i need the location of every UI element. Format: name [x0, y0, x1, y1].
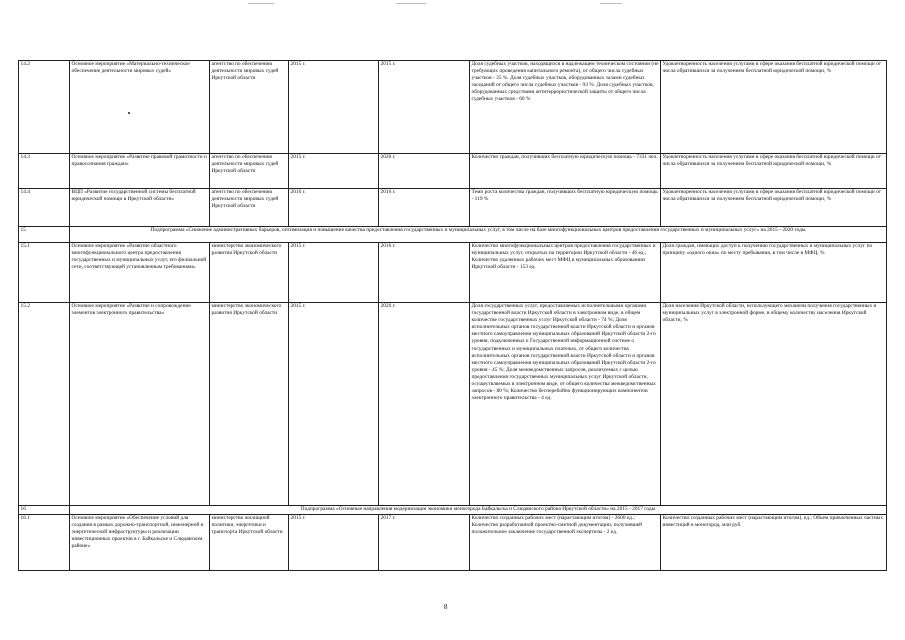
- measure-cell: Основное мероприятие «Материально-техническое обеспечение деятельности мировых судей»: [70, 61, 210, 154]
- measure-cell: Основное мероприятие «Развитие областного многофункционального центра предоставления государственных и муниципальных услуг, его филиальной сети, соответствующей установленным требованиям»: [70, 243, 210, 303]
- table-row: [19, 243, 887, 303]
- indicator-cell: Количество созданных рабочих мест (нарастающим итогом) - 2600 ед.; Количество разработанной проектно-сметной документации, получившей положительное заключение государственной экспертизы - 2 ед.: [470, 515, 661, 571]
- row-number: 14.3: [19, 154, 70, 189]
- measure-cell: Основное мероприятие «Развитие правовой грамотности и правосознания граждан»: [70, 154, 210, 189]
- table-row: [19, 515, 887, 571]
- executor-cell: министерство экономического развития Иркутской области: [210, 303, 289, 506]
- end-year-cell: 2020 г.: [379, 154, 470, 189]
- end-year-cell: 2017 г.: [379, 515, 470, 571]
- row-number: 16: [19, 506, 70, 515]
- end-year-cell: 2016 г.: [379, 189, 470, 227]
- scan-artifact: [248, 3, 274, 4]
- target-cell: Количество созданных рабочих мест (нарастающим итогом), ед.; Объем привлеченных частных инвестиций в моногород, млн руб.: [661, 515, 887, 571]
- table-row: [19, 189, 887, 227]
- indicator-cell: Количество многофункциональных центров предоставления государственных и муниципальных услуг, открытых на территории Иркутской области - 46 ед.; Количество удаленных рабочих мест МФЦ в муниципальных образованиях Иркутской области - 153 ед.: [470, 243, 661, 303]
- table-row: [19, 154, 887, 189]
- executor-cell: министерство экономического развития Иркутской области: [210, 243, 289, 303]
- executor-cell: агентство по обеспечению деятельности мировых судей Иркутской области: [210, 154, 289, 189]
- target-cell: Удовлетворенность населения услугами в сфере оказания бесплатной юридической помощи от числа обратившихся за получением бесплатной юридической помощи, %: [661, 61, 887, 154]
- target-cell: Доля граждан, имеющих доступ к получению государственных и муниципальных услуг по принципу «одного окна» по месту пребывания, в том числе в МФЦ, %: [661, 243, 887, 303]
- start-year-cell: 2015 г.: [289, 61, 379, 154]
- scan-artifact: [600, 3, 622, 4]
- executor-cell: агентство по обеспечению деятельности мировых судей Иркутской области: [210, 61, 289, 154]
- subprogram-row: [19, 506, 887, 515]
- start-year-cell: 2015 г.: [289, 515, 379, 571]
- start-year-cell: 2015 г.: [289, 154, 379, 189]
- start-year-cell: 2016 г.: [289, 189, 379, 227]
- scan-dot: [128, 112, 130, 114]
- page-number: 8: [444, 603, 448, 611]
- start-year-cell: 2015 г.: [289, 303, 379, 506]
- start-year-cell: 2015 г.: [289, 243, 379, 303]
- table-row: [19, 303, 887, 506]
- table-row: [19, 61, 887, 154]
- target-cell: Удовлетворенность населения услугами в сфере оказания бесплатной юридической помощи от числа обратившихся за получением бесплатной юридической помощи, %: [661, 154, 887, 189]
- end-year-cell: 2016 г.: [379, 243, 470, 303]
- scan-artifact: [396, 3, 426, 4]
- executor-cell: министерство жилищной политики, энергетики и транспорта Иркутской области: [210, 515, 289, 571]
- subprogram-title: Подпрограмма «Основные направления модернизации экономики моногорода Байкальска и Слюдянского района Иркутской области» на 2015 - 2017 годы: [70, 506, 887, 515]
- row-number: 14.2: [19, 61, 70, 154]
- row-number: 15.1: [19, 243, 70, 303]
- row-number: 15: [19, 227, 70, 243]
- measure-cell: Основное мероприятие «Обеспечение условий для создания в рамках дорожно-транспортной, инженерной и энергетической инфраструктуры и реализации инвестиционных проектов в г. Байкальске и Слюдянском районе»: [70, 515, 210, 571]
- target-cell: Доля населения Иркутской области, использующего механизм получения государственных и муниципальных услуг в электронной форме, в общему количеству населения Иркутской области, %: [661, 303, 887, 506]
- row-number: 16.1: [19, 515, 70, 571]
- target-cell: Удовлетворенность населения услугами в сфере оказания бесплатной юридической помощи от числа обратившихся за получением бесплатной юридической помощи, %: [661, 189, 887, 227]
- row-number: 15.2: [19, 303, 70, 506]
- subprogram-title: Подпрограмма «Снижение административных барьеров, оптимизация и повышение качества предоставления государственных и муниципальных услуг, в том числе на базе многофункциональных центров предоставления государственных и муниципальных услуг» на 2015 - 2020 годы: [70, 227, 887, 243]
- indicator-cell: Темп роста количества граждан, получивших бесплатную юридическую помощь - 119 %: [470, 189, 661, 227]
- end-year-cell: 2015 г.: [379, 61, 470, 154]
- subprogram-row: [19, 227, 887, 243]
- measure-cell: Основное мероприятие «Развитие и сопровождение элементов электронного правительства»: [70, 303, 210, 506]
- end-year-cell: 2020 г.: [379, 303, 470, 506]
- executor-cell: агентство по обеспечению деятельности мировых судей Иркутской области: [210, 189, 289, 227]
- indicator-cell: Доля государственных услуг, предоставляемых исполнительными органами государственной власти Иркутской области в электронном виде, в общем количестве государственных услуг Иркутской области - 74 %; Доля исполнительных органов государственной власти Иркутской области и органов местного самоуправления муниципальных образований Иркутской области 2-го уровня, подключенных к Государственной информационной системе о государственных и муниципальных платежах, от общего количества исполнительных органов государственной власти Иркутской области и органов местного самоуправления муниципальных образований Иркутской области 2-го уровня - 45 %; Доля межведомственных запросов, реализуемых с целью предоставления государственных муниципальных услуг Иркутской области, осуществляемых в электронном виде, от общего количества межведомственных запросов - 80 %; Количество бесперебойно функционирующих компонентов электронного правительства - 4 ед.: [470, 303, 661, 506]
- indicator-cell: Количество граждан, получивших бесплатную юридическую помощь - 7331 чел.: [470, 154, 661, 189]
- indicator-cell: Доля судебных участков, находящихся в надлежащем техническом состоянии (не требующих проведения капитального ремонта), от общего числа судебных участков - 35 %. Доля судебных участков, оборудованных залами судебных заседаний от общего числа судебных участков - 93 %. Доля судебных участков, оборудованных средствами антитеррористической защиты от общего числа судебных участков - 60 %: [470, 61, 661, 154]
- row-number: 14.4: [19, 189, 70, 227]
- program-table: [18, 60, 887, 571]
- measure-cell: ВЦП «Развитие государственной системы бесплатной юридической помощи в Иркутской области»: [70, 189, 210, 227]
